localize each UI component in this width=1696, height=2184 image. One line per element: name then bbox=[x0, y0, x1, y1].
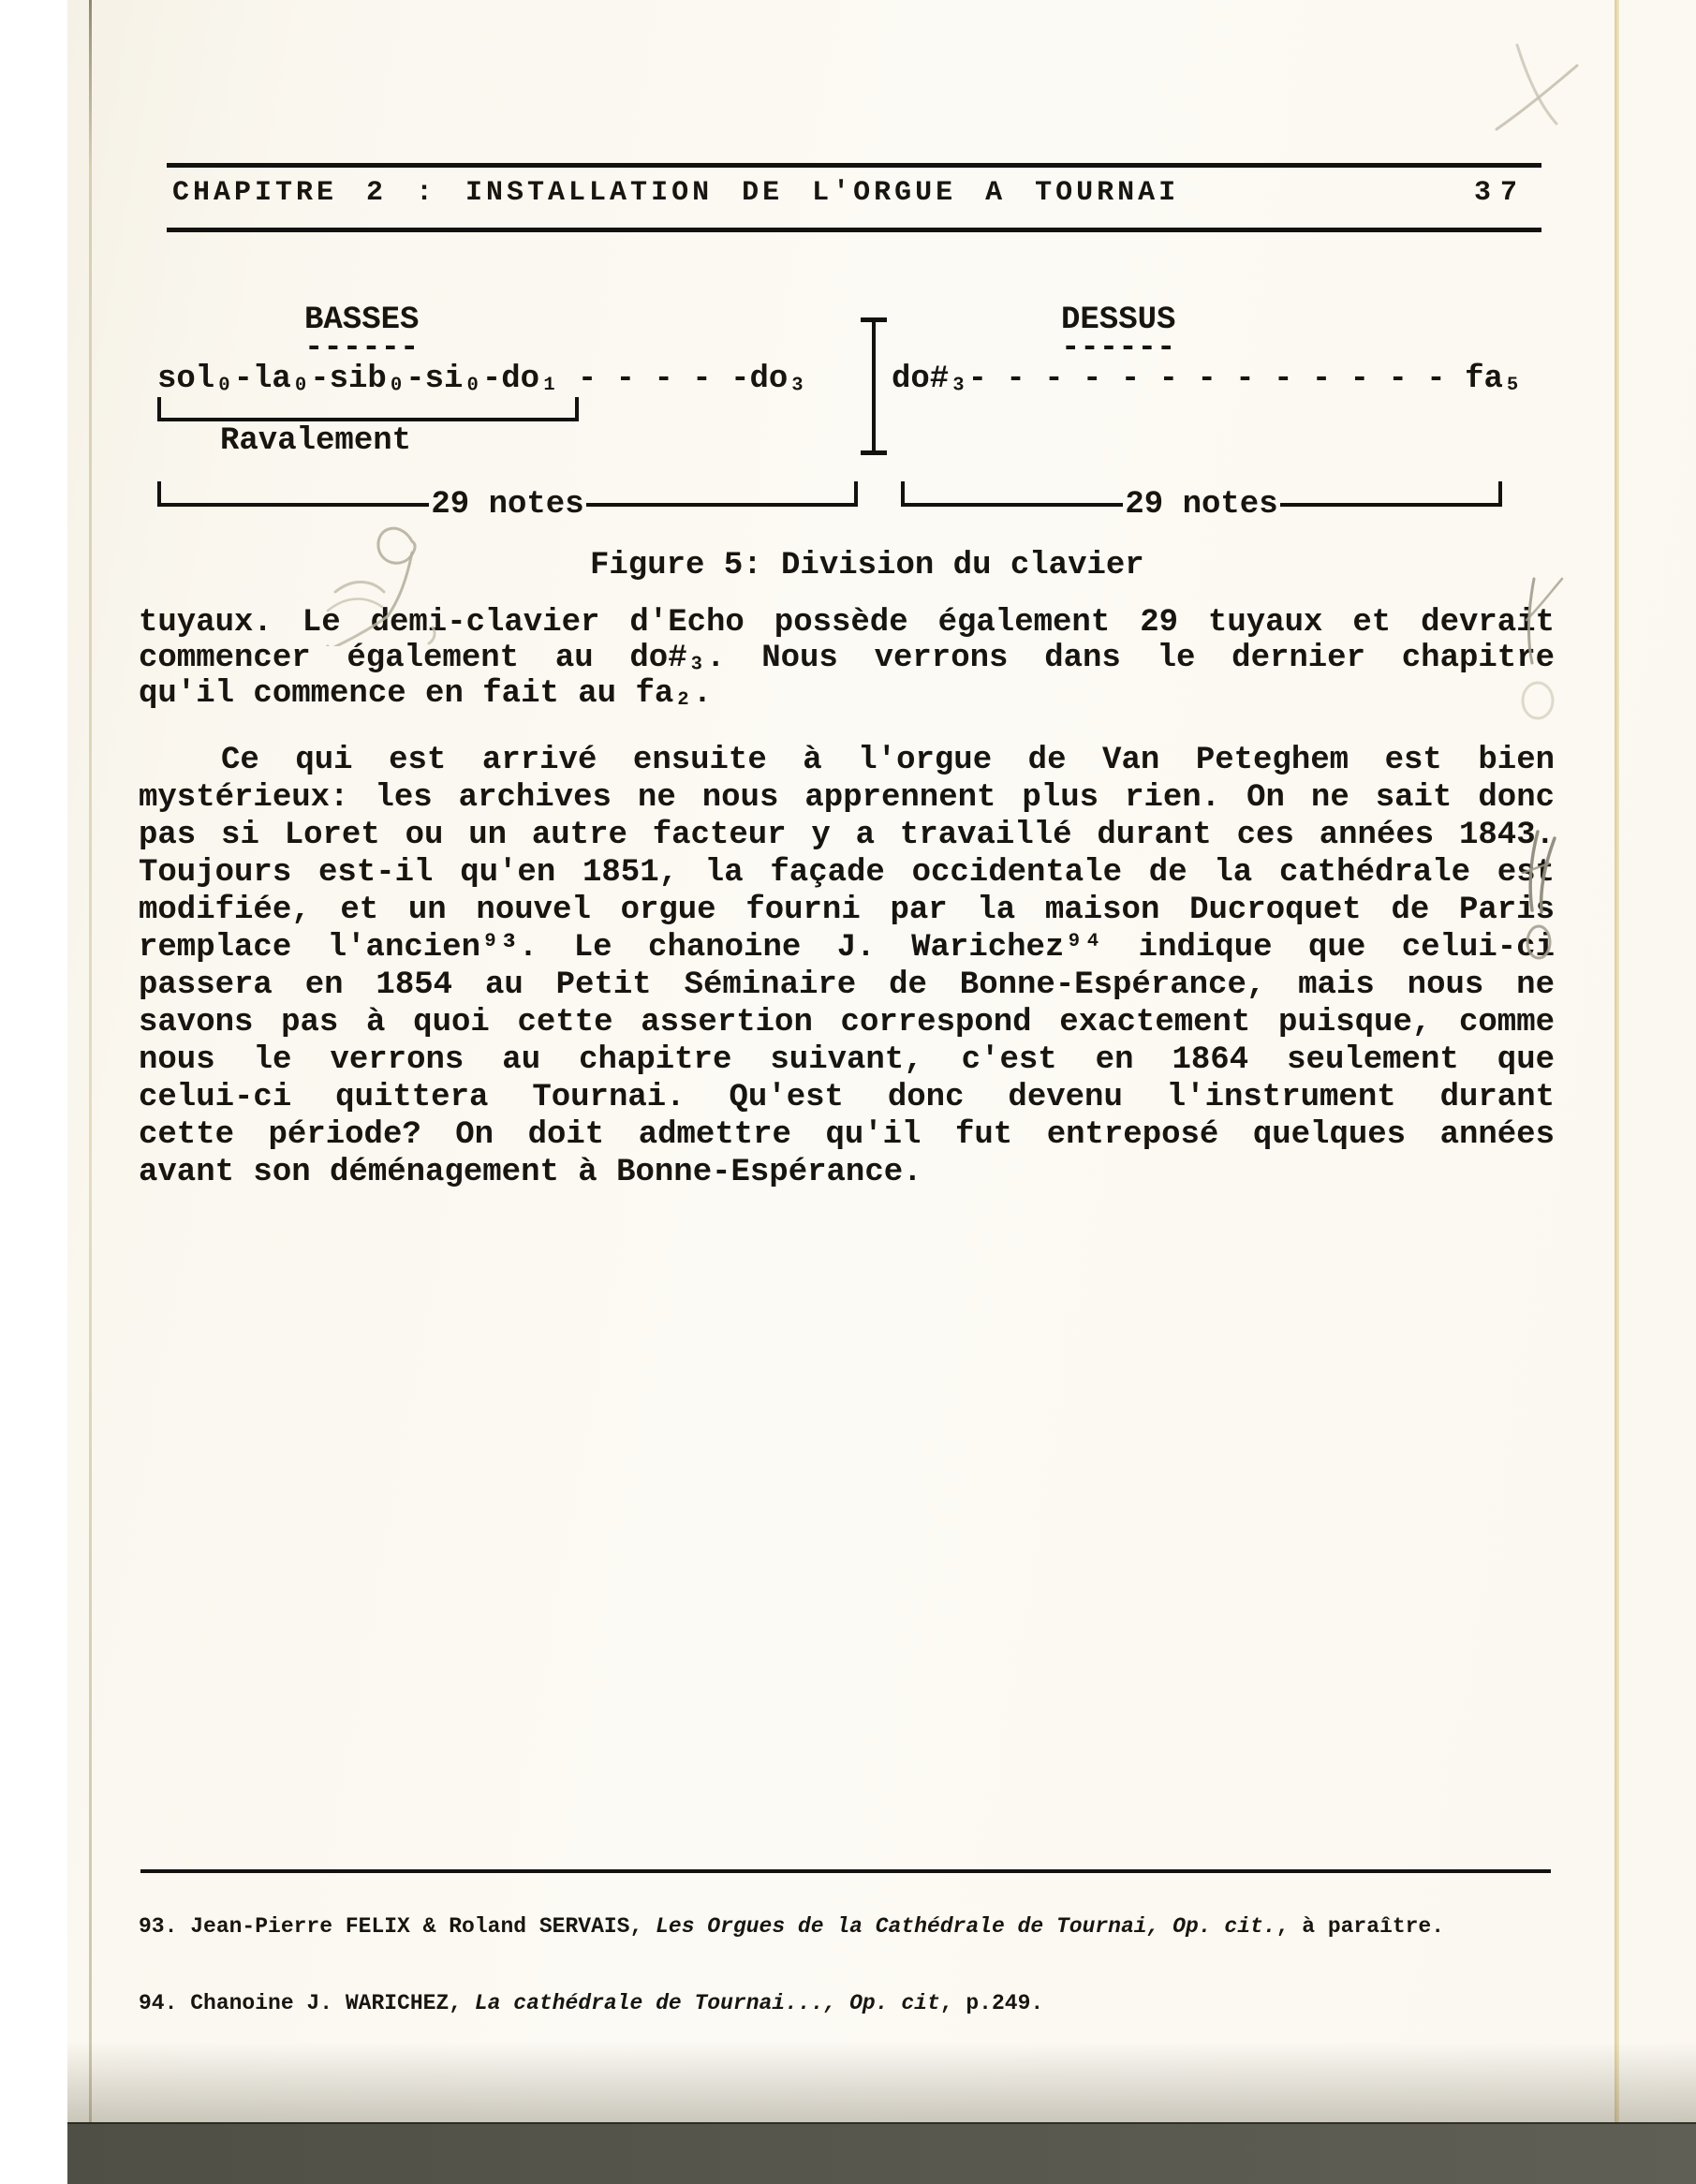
text-line: nous le verrons au chapitre suivant, c'est en 1864 seulement que bbox=[139, 1042, 1555, 1078]
ravalement-bracket bbox=[157, 397, 579, 421]
figure-divider-top-cap bbox=[861, 317, 887, 322]
text-line: savons pas à quoi cette assertion correspond exactement puisque, comme bbox=[139, 1005, 1555, 1040]
bracket-line-segment bbox=[1280, 503, 1500, 507]
left-29-notes-label: 29 notes bbox=[431, 487, 584, 523]
footnote-segment: 94. Chanoine J. WARICHEZ, bbox=[139, 1991, 475, 2015]
footnote-segment: , à paraître. bbox=[1276, 1914, 1445, 1939]
page-bottom-shadow bbox=[67, 2042, 1696, 2124]
footnote-segment: La cathédrale de Tournai..., Op. cit bbox=[474, 1991, 940, 2015]
text-line: celui-ci quittera Tournai. Qu'est donc devenu l'instrument durant bbox=[139, 1080, 1555, 1115]
bracket-line bbox=[903, 486, 1500, 524]
figure-keyboard-divider-line bbox=[872, 319, 876, 455]
paragraph-1 bbox=[139, 605, 1555, 712]
figure-notes-right-range: do#₃- - - - - - - - - - - - - fa₅ bbox=[892, 362, 1523, 397]
text-line: Toujours est-il qu'en 1851, la façade occidentale de la cathédrale est bbox=[139, 855, 1555, 891]
header-rule-top bbox=[167, 163, 1541, 168]
text-line: cette période? On doit admettre qu'il fut entreposé quelques années bbox=[139, 1117, 1555, 1153]
text-line: Ce qui est arrivé ensuite à l'orgue de Van Peteghem est bien bbox=[221, 743, 1555, 778]
page-number: 37 bbox=[1474, 177, 1527, 209]
footnote-segment: Les Orgues de la Cathédrale de Tournai, Op. cit. bbox=[656, 1914, 1276, 1939]
text-line: commencer également au do#₃. Nous verrons dans le dernier chapitre bbox=[139, 641, 1555, 676]
chapter-header-title: CHAPITRE 2 : INSTALLATION DE L'ORGUE A TOURNAI bbox=[172, 177, 1180, 209]
figure-dessus-label: DESSUS bbox=[1061, 303, 1176, 338]
figure-notes-left-range: sol₀-la₀-sib₀-si₀-do₁ - - - - -do₃ bbox=[157, 362, 807, 397]
figure-divider-bottom-cap bbox=[861, 450, 887, 455]
bracket-line-segment bbox=[159, 503, 429, 507]
figure-basses-label: BASSES bbox=[304, 303, 420, 338]
text-line: remplace l'ancien⁹³. Le chanoine J. Warichez⁹⁴ indique que celui-ci bbox=[139, 930, 1555, 966]
right-29-notes-bracket bbox=[901, 480, 1502, 524]
figure-dessus-underline: ------ bbox=[1061, 331, 1176, 366]
scanner-left-margin bbox=[0, 0, 67, 2184]
text-line: mystérieux: les archives ne nous apprennent plus rien. On ne sait donc bbox=[139, 780, 1555, 816]
page-right-edge bbox=[1615, 0, 1619, 2126]
footnote-segment: , p.249. bbox=[939, 1991, 1044, 2015]
footnote-93 bbox=[139, 1912, 1562, 1941]
figure-basses-underline: ------ bbox=[304, 331, 420, 366]
figure-caption: Figure 5: Division du clavier bbox=[590, 548, 1144, 583]
footnote-segment: 93. Jean-Pierre FELIX & Roland SERVAIS, bbox=[139, 1914, 656, 1939]
paragraph-2 bbox=[139, 742, 1555, 1191]
text-line: avant son déménagement à Bonne-Espérance. bbox=[139, 1155, 922, 1190]
left-29-notes-bracket bbox=[157, 480, 858, 524]
bracket-line bbox=[159, 486, 856, 524]
page-gutter-crease bbox=[89, 0, 92, 2126]
bracket-line-segment bbox=[903, 503, 1123, 507]
header-rule-bottom bbox=[167, 228, 1541, 232]
text-line: tuyaux. Le demi-clavier d'Echo possède également 29 tuyaux et devrait bbox=[139, 605, 1555, 641]
right-29-notes-label: 29 notes bbox=[1125, 487, 1278, 523]
text-line: passera en 1854 au Petit Séminaire de Bonne-Espérance, mais nous ne bbox=[139, 967, 1555, 1003]
bracket-line-segment bbox=[586, 503, 856, 507]
ravalement-label: Ravalement bbox=[220, 423, 412, 459]
text-line: modifiée, et un nouvel orgue fourni par la maison Ducroquet de Paris bbox=[139, 893, 1555, 928]
text-line: qu'il commence en fait au fa₂. bbox=[139, 676, 713, 712]
footnote-separator-rule bbox=[140, 1869, 1551, 1873]
text-line: pas si Loret ou un autre facteur y a travaillé durant ces années 1843. bbox=[139, 818, 1555, 853]
footnote-94 bbox=[139, 1989, 1562, 2017]
scanner-bottom-band bbox=[67, 2122, 1696, 2184]
